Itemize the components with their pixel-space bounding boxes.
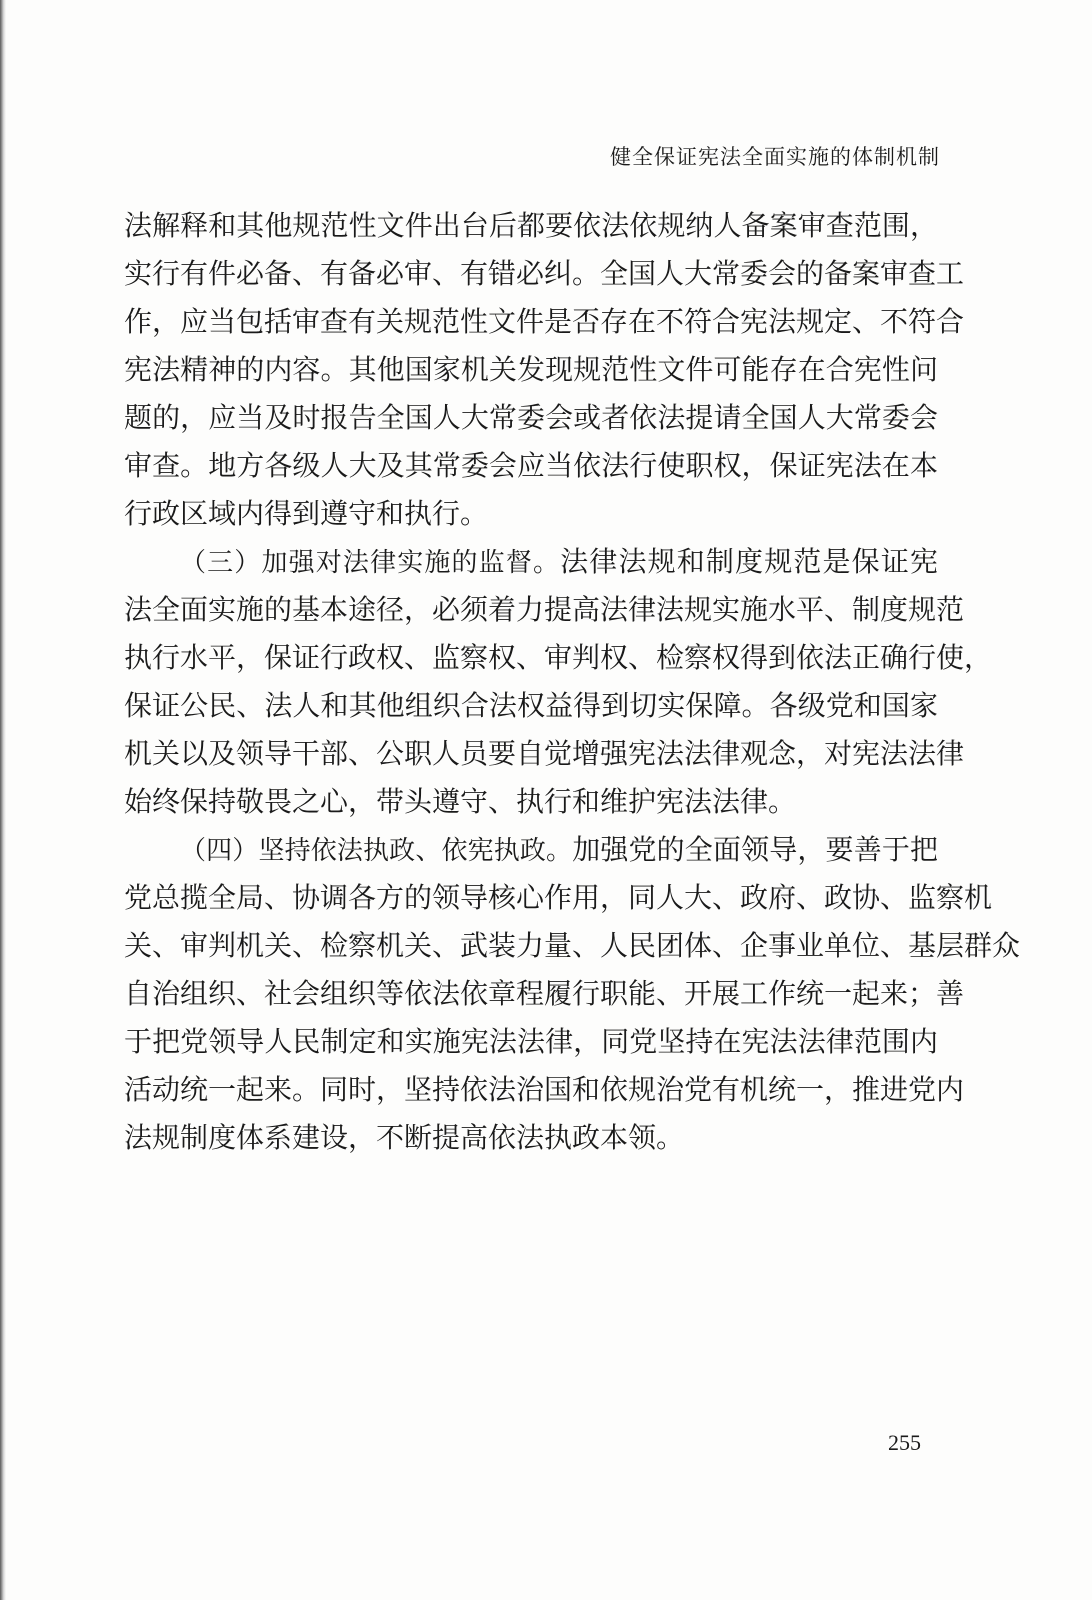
- body-text: [124, 202, 1021, 1162]
- paragraph-1-line-6: 审查。地方各级人大及其常委会应当依法行使职权，保证宪法在本: [124, 449, 938, 482]
- paragraph-2-line-2: 法全面实施的基本途径，必须着力提高法律法规实施水平、制度规范: [124, 593, 965, 626]
- paragraph-1-line-1: 法解释和其他规范性文件出台后都要依法依规纳人备案审查范围，: [124, 209, 938, 242]
- paragraph-2-line-6: 始终保持敬畏之心，带头遵守、执行和维护宪法法律。: [124, 785, 797, 818]
- paragraph-2-first-line-text: 法律法规和制度规范是保证宪: [560, 545, 938, 578]
- page-number: 255: [888, 1430, 921, 1455]
- paragraph-2-line-4: 保证公民、法人和其他组织合法权益得到切实保障。各级党和国家: [124, 689, 938, 722]
- paragraph-3-line-4: 自治组织、社会组织等依法依章程履行职能、开展工作统一起来；善: [124, 977, 965, 1010]
- paragraph-1-line-3: 作，应当包括审查有关规范性文件是否存在不符合宪法规定、不符合: [124, 305, 965, 338]
- paragraph-2-line-3: 执行水平，保证行政权、监察权、审判权、检察权得到依法正确行使，: [124, 641, 993, 674]
- paragraph-1-line-2: 实行有件必备、有备必审、有错必纠。全国人大常委会的备案审查工: [124, 257, 965, 290]
- paragraph-3-line-3: 关、审判机关、检察机关、武装力量、人民团体、企事业单位、基层群众: [124, 929, 1021, 962]
- paragraph-3-line-7: 法规制度体系建设，不断提高依法执政本领。: [124, 1121, 685, 1154]
- paragraph-1-line-4: 宪法精神的内容。其他国家机关发现规范性文件可能存在合宪性问: [124, 353, 938, 386]
- paragraph-1-line-7: 行政区域内得到遵守和执行。: [124, 497, 489, 530]
- paragraph-3-line-5: 于把党领导人民制定和实施宪法法律，同党坚持在宪法法律范围内: [124, 1025, 938, 1058]
- page-binding-edge: [0, 0, 6, 1600]
- paragraph-3-line-6: 活动统一起来。同时，坚持依法治国和依规治党有机统一，推进党内: [124, 1073, 965, 1106]
- paragraph-2-first-line: [124, 538, 938, 586]
- paragraph-2-lead-heading: （三）加强对法律实施的监督。: [180, 548, 561, 578]
- paragraph-2-line-5: 机关以及领导干部、公职人员要自觉增强宪法法律观念，对宪法法律: [124, 737, 965, 770]
- paragraph-1-line-5: 题的，应当及时报告全国人大常委会或者依法提请全国人大常委会: [124, 401, 938, 434]
- running-header: 健全保证宪法全面实施的体制机制: [610, 145, 940, 169]
- paragraph-3-lead-heading: （四）坚持依法执政、依宪执政。: [180, 836, 573, 866]
- paragraph-3-first-line: [124, 826, 938, 874]
- paragraph-3-first-line-text: 加强党的全面领导，要善于把: [572, 833, 938, 866]
- paragraph-3-line-2: 党总揽全局、协调各方的领导核心作用，同人大、政府、政协、监察机: [124, 881, 993, 914]
